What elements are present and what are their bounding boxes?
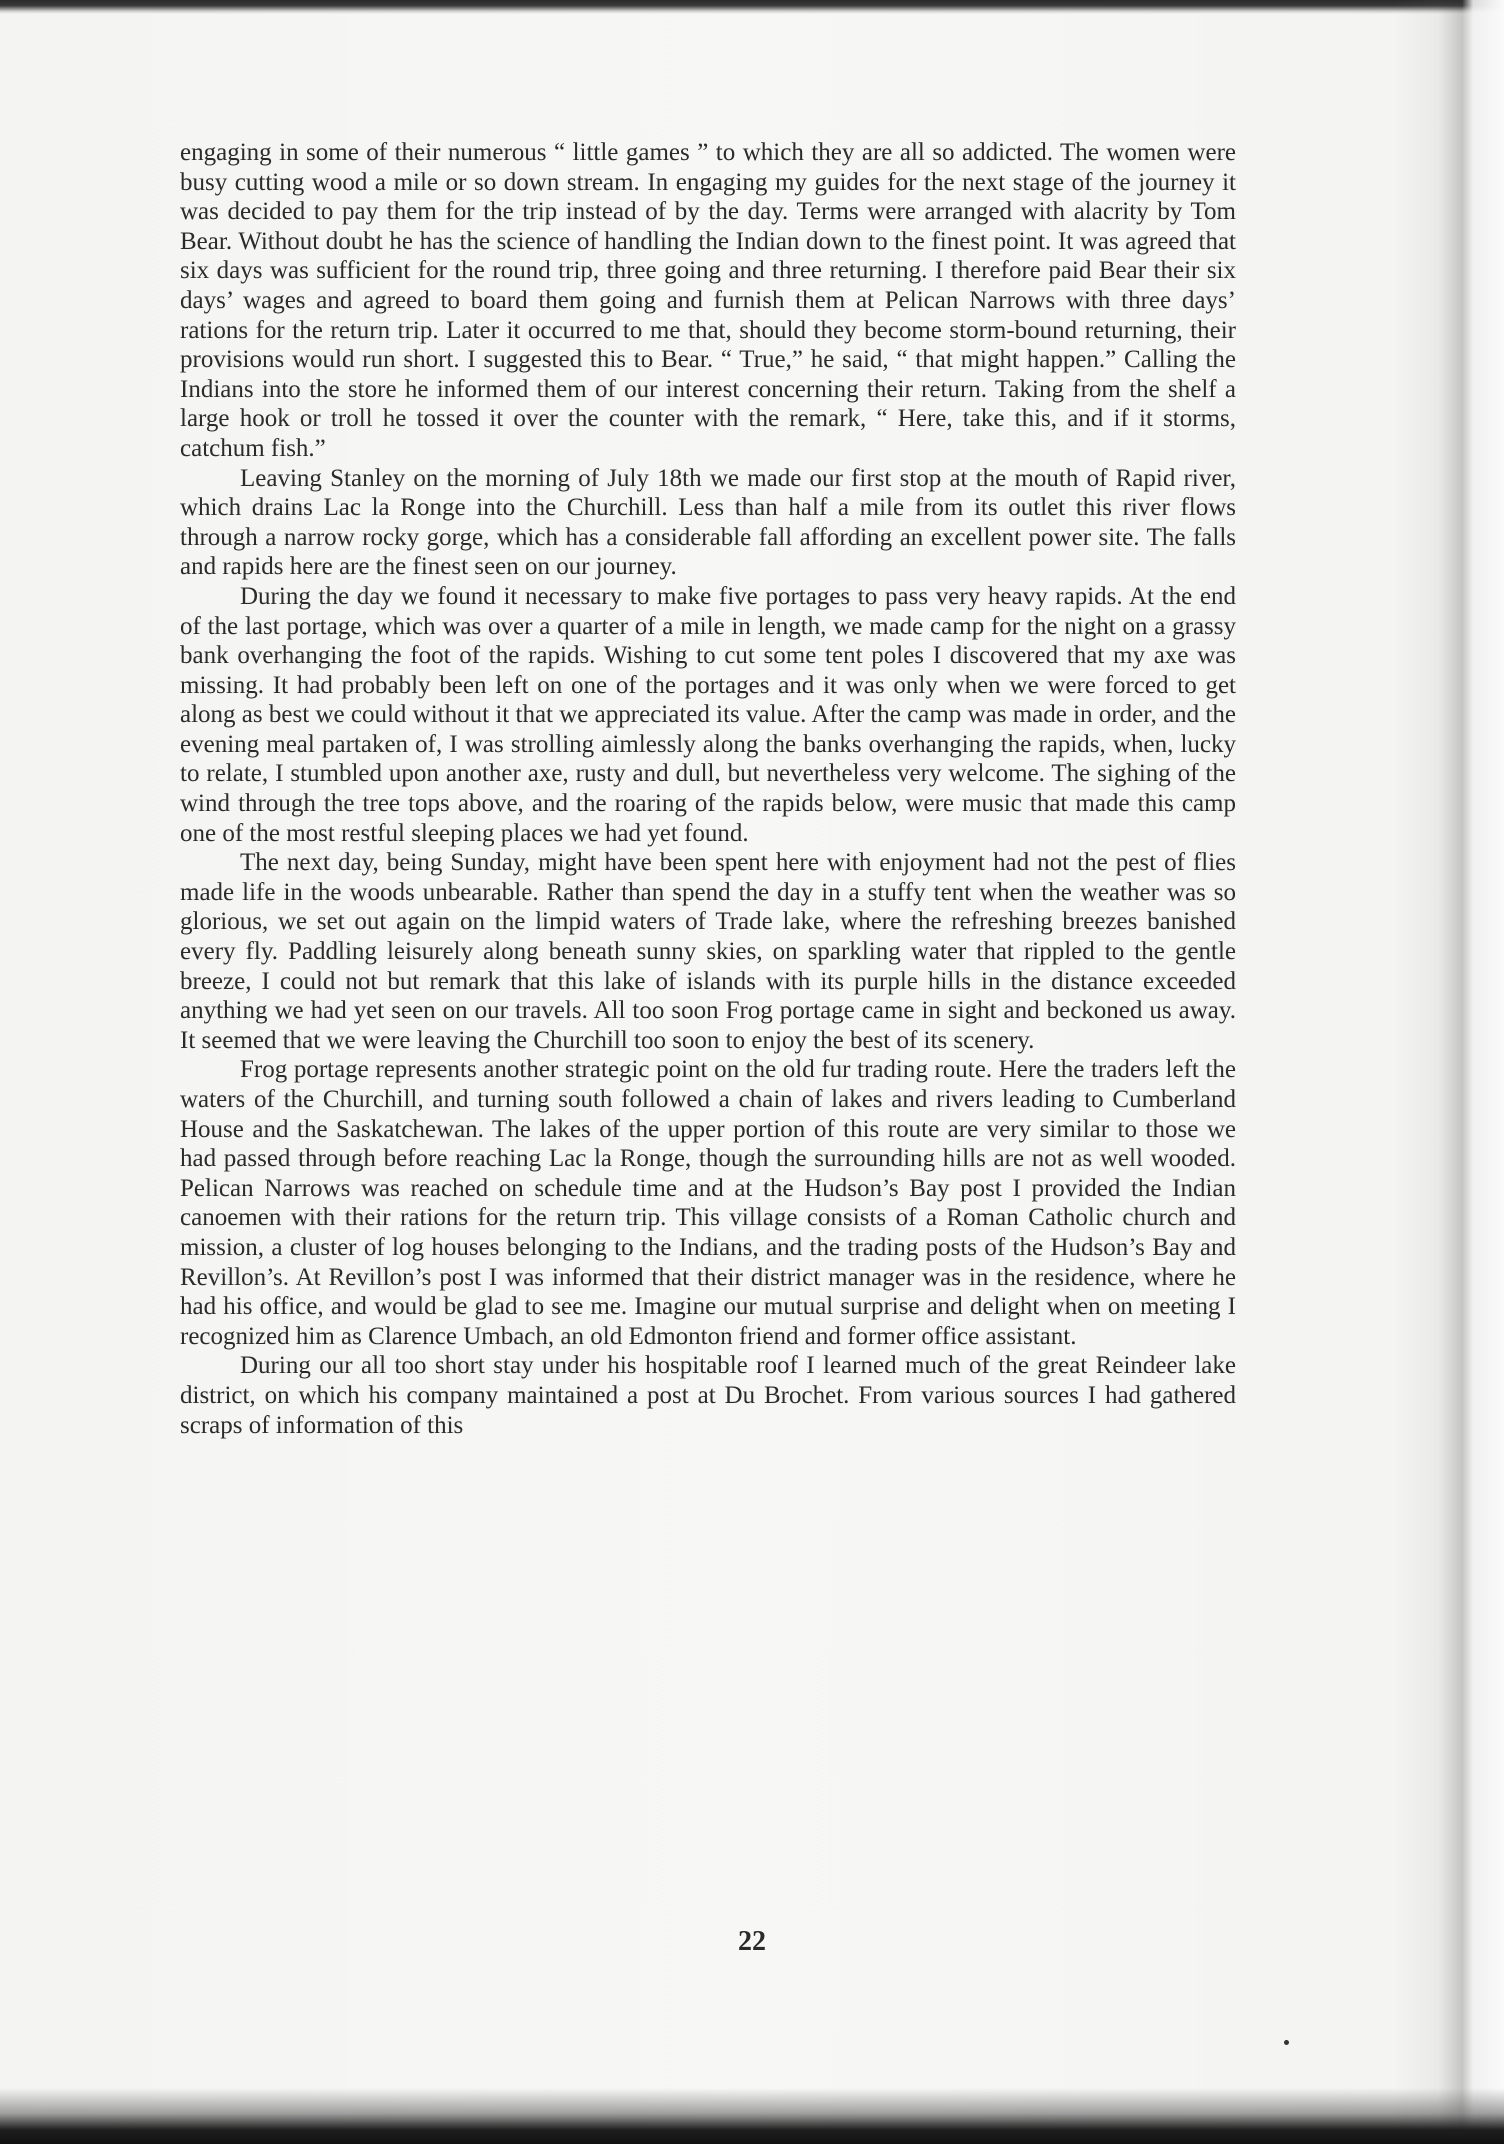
paragraph: Leaving Stanley on the morning of July 18th we made our first stop at the mouth of Rapid river, which drains Lac la Ronge into the Churchill. Less than half a mile from its outlet this river flows through a narrow rocky gorge, which has a considerable fall affording an excellent power site. The falls and rapids here are the finest seen on our journey. (180, 464, 1236, 581)
scan-top-edge (0, 0, 1504, 14)
paragraph: During the day we found it necessary to make five portages to pass very heavy rapids. At the end of the last portage, which was over a quarter of a mile in length, we made camp for the night on a grassy bank overhanging the foot of the rapids. Wishing to cut some tent poles I discovered that my axe was missing. It had probably been left on one of the portages and it was only when we were forced to get along as best we could without it that we appreciated its value. After the camp was made in order, and the evening meal partaken of, I was strolling aimlessly along the banks overhanging the rapids, when, lucky to relate, I stumbled upon another axe, rusty and dull, but nevertheless very welcome. The sighing of the wind through the tree tops above, and the roaring of the rapids below, were music that made this camp one of the most restful sleeping places we had yet found. (180, 582, 1236, 847)
paragraph: engaging in some of their numerous “ little games ” to which they are all so addicted. The women were busy cutting wood a mile or so down stream. In engaging my guides for the next stage of the journey it was decided to pay them for the trip instead of by the day. Terms were arranged with alacrity by Tom Bear. Without doubt he has the science of handling the Indian down to the finest point. It was agreed that six days was sufficient for the round trip, three going and three returning. I therefore paid Bear their six days’ wages and agreed to board them going and furnish them at Pelican Narrows with three days’ rations for the return trip. Later it occurred to me that, should they become storm-bound returning, their provisions would run short. I suggested this to Bear. “ True,” he said, “ that might happen.” Calling the Indians into the store he informed them of our interest concerning their return. Taking from the shelf a large hook or troll he tossed it over the counter with the remark, “ Here, take this, and if it storms, catchum fish.” (180, 139, 1236, 462)
paragraph: The next day, being Sunday, might have been spent here with enjoyment had not the pest of flies made life in the woods unbearable. Rather than spend the day in a stuffy tent when the weather was so glorious, we set out again on the limpid waters of Trade lake, where the refreshing breezes banished every fly. Paddling leisurely along beneath sunny skies, on sparkling water that rippled to the gentle breeze, I could not but remark that this lake of islands with its purple hills in the distance exceeded anything we had yet seen on our travels. All too soon Frog portage came in sight and beckoned us away. It seemed that we were leaving the Churchill too soon to enjoy the best of its scenery. (180, 849, 1236, 1054)
scan-speck (1284, 2040, 1289, 2045)
paragraph: Frog portage represents another strategic point on the old fur trading route. Here the traders left the waters of the Churchill, and turning south followed a chain of lakes and rivers leading to Cumberland House and the Saskatchewan. The lakes of the upper portion of this route are very similar to those we had passed through before reaching Lac la Ronge, though the surrounding hills are not as well wooded. Pelican Narrows was reached on schedule time and at the Hudson’s Bay post I provided the Indian canoemen with their rations for the return trip. This village consists of a Roman Catholic church and mission, a cluster of log houses belonging to the Indians, and the trading posts of the Hudson’s Bay and Revillon’s. At Revillon’s post I was informed that their district manager was in the residence, where he had his office, and would be glad to see me. Imagine our mutual surprise and delight when on meeting I recognized him as Clarence Umbach, an old Edmonton friend and former office assistant. (180, 1056, 1236, 1350)
paragraph: During our all too short stay under his hospitable roof I learned much of the great Reindeer lake district, on which his company maintained a post at Du Brochet. From various sources I had gathered scraps of information of this (180, 1352, 1236, 1439)
body-text (180, 138, 1236, 1440)
page-number: 22 (738, 1926, 766, 1957)
scan-bottom-edge (0, 2088, 1504, 2144)
page-edge-shadow (1394, 0, 1504, 2144)
